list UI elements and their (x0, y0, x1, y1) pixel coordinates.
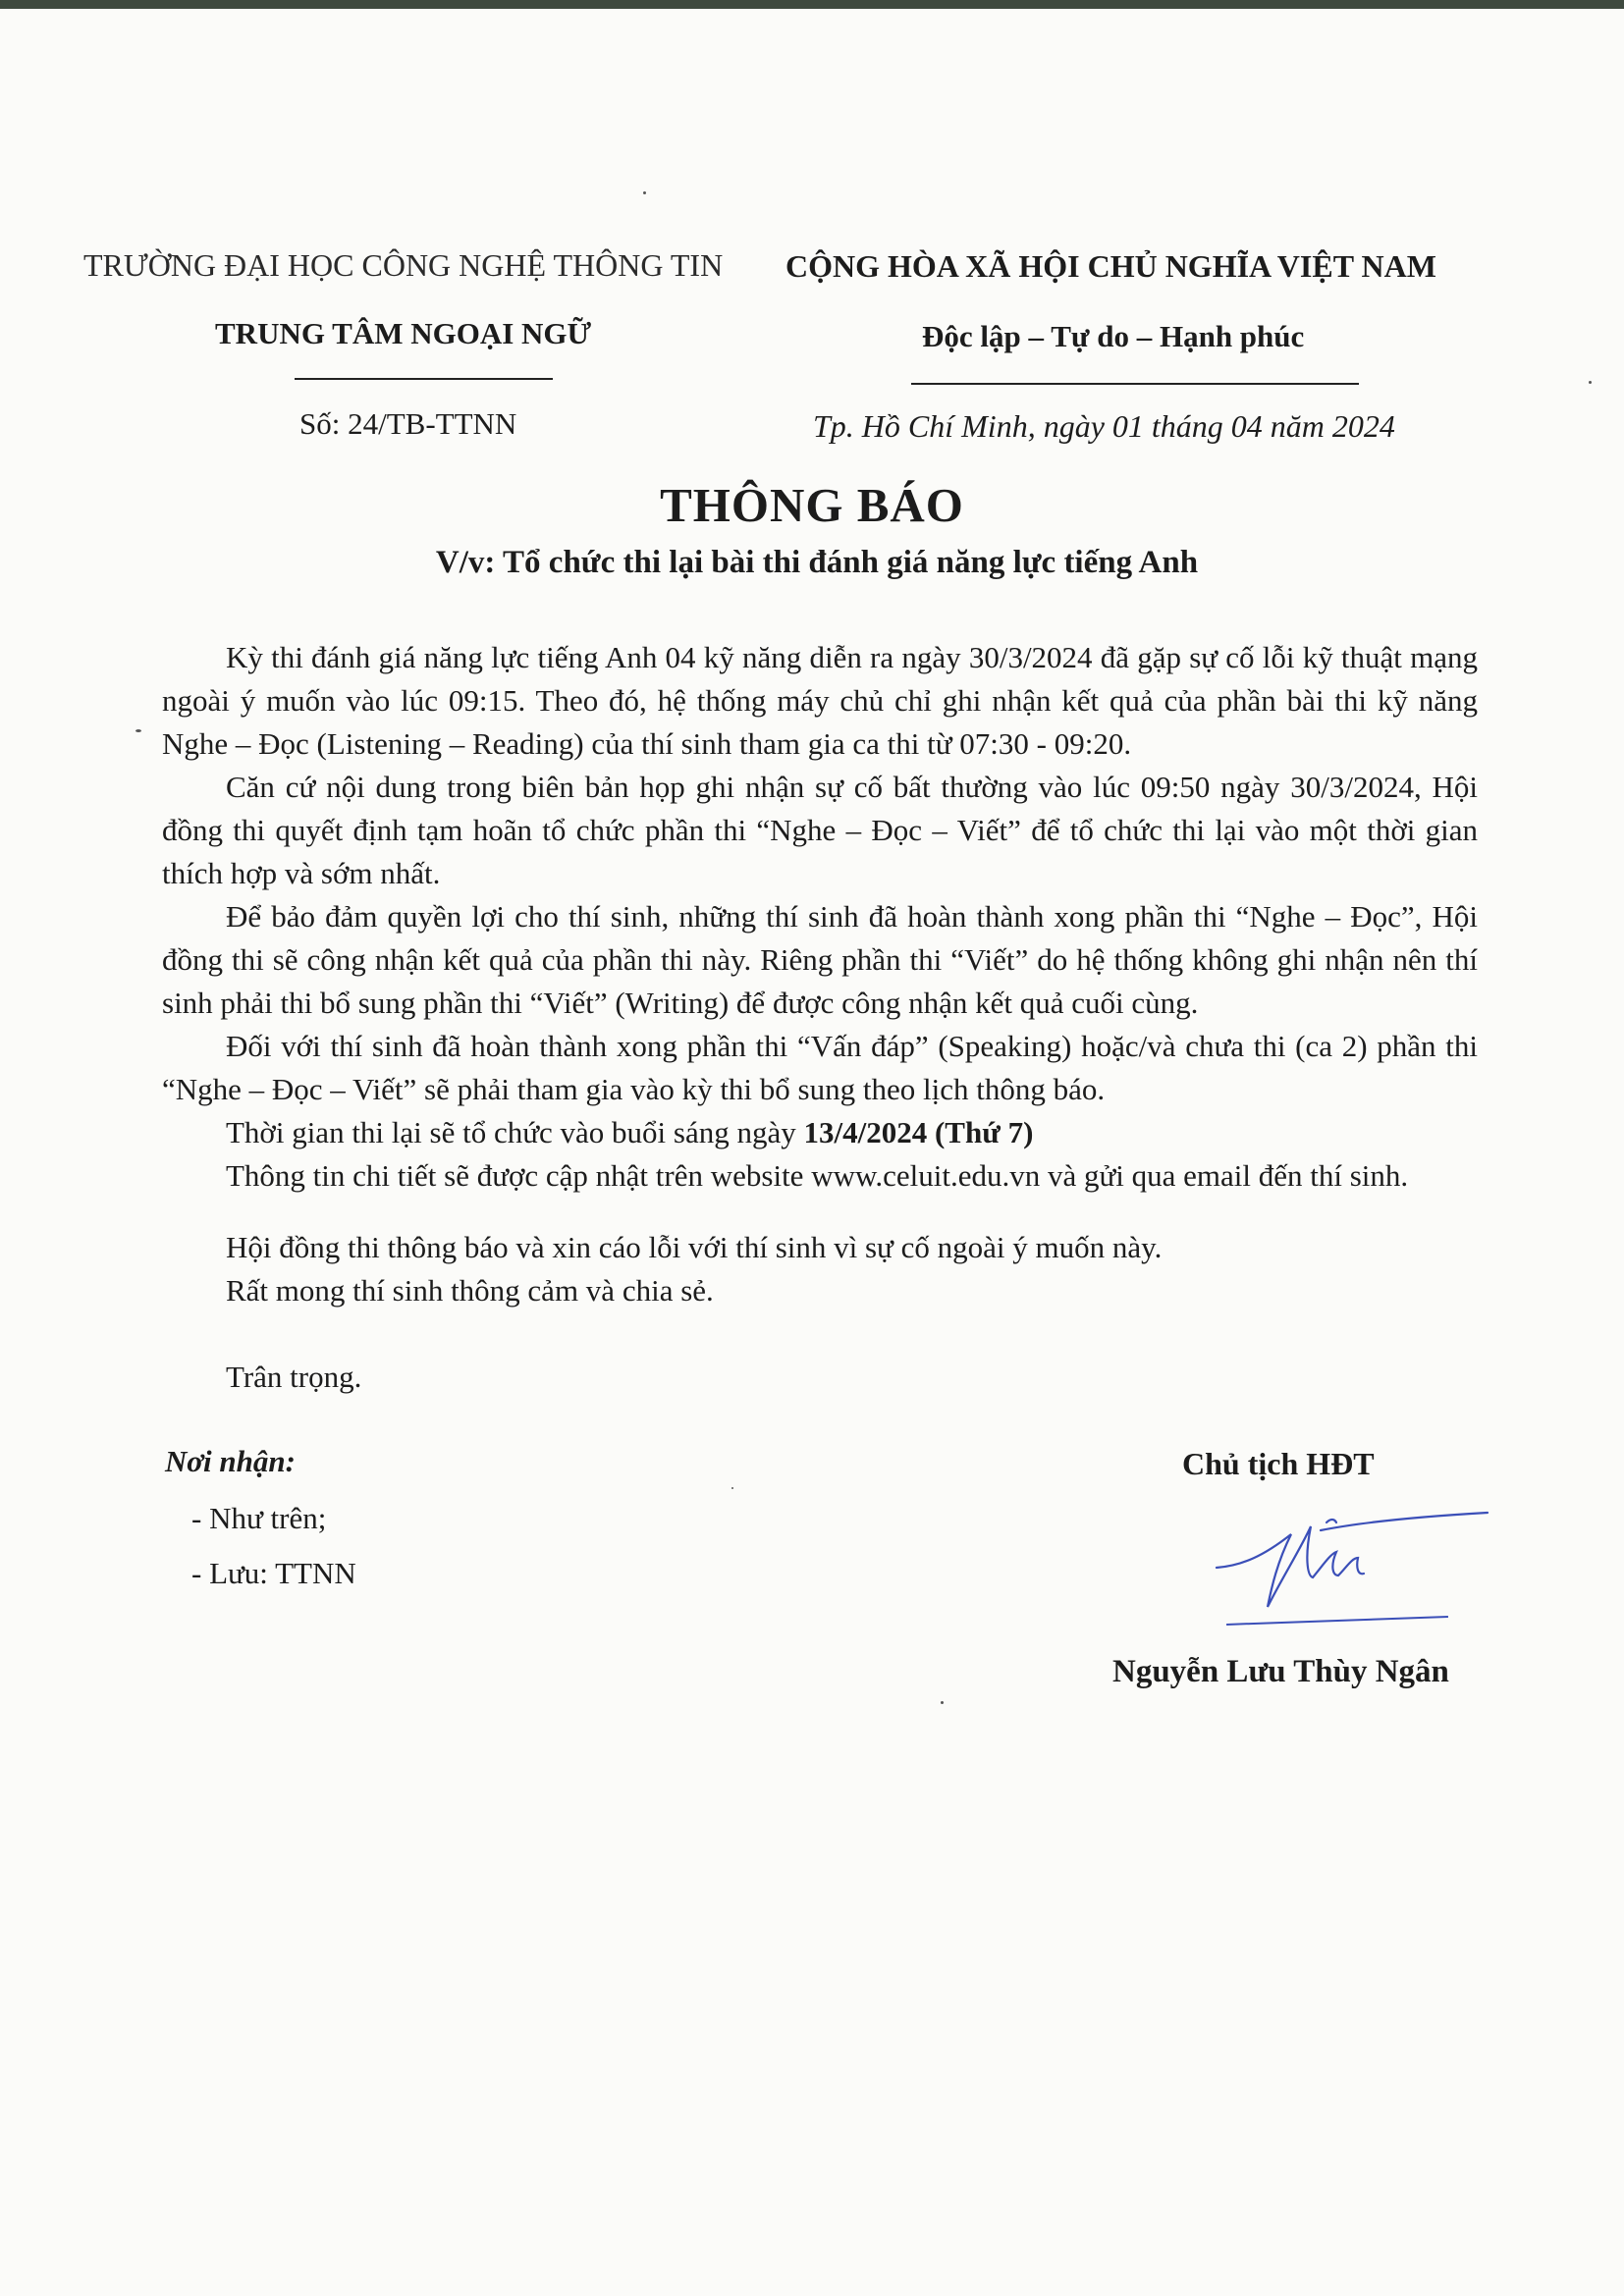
paragraph-website-info: Thông tin chi tiết sẽ được cập nhật trên website www.celuit.edu.vn và gửi qua email đến thí sinh. (226, 1158, 1409, 1193)
document-title: THÔNG BÁO (660, 478, 964, 532)
place-date: Tp. Hồ Chí Minh, ngày 01 tháng 04 năm 2024 (813, 408, 1395, 444)
doc-number: Số: 24/TB-TTNN (299, 406, 517, 441)
org-name: TRƯỜNG ĐẠI HỌC CÔNG NGHỆ THÔNG TIN (83, 247, 724, 283)
scan-speck (1589, 381, 1592, 384)
scan-speck (135, 729, 141, 732)
scan-speck (731, 1487, 733, 1489)
closing-line: Trân trọng. (226, 1360, 362, 1394)
nation-title: CỘNG HÒA XÃ HỘI CHỦ NGHĨA VIỆT NAM (785, 248, 1436, 284)
sympathy-line: Rất mong thí sinh thông cảm và chia sẻ. (226, 1273, 714, 1308)
paragraph-affected: Đối với thí sinh đã hoàn thành xong phần thi “Vấn đáp” (Speaking) hoặc/và chưa thi (ca 2) phần thi “Nghe – Đọc – Viết” sẽ phải tham gia vào kỳ thi bổ sung theo lịch thông báo. (162, 1029, 1478, 1106)
apology-line: Hội đồng thi thông báo và xin cáo lỗi với thí sinh vì sự cố ngoài ý muốn này. (226, 1230, 1163, 1264)
signer-title: Chủ tịch HĐT (1182, 1446, 1375, 1481)
document-subject: V/v: Tổ chức thi lại bài thi đánh giá năng lực tiếng Anh (435, 545, 1199, 580)
retest-date: 13/4/2024 (Thứ 7) (803, 1115, 1034, 1149)
paragraph-rights: Để bảo đảm quyền lợi cho thí sinh, những thí sinh đã hoàn thành xong phần thi “Nghe – Đọc”, Hội đồng thi sẽ công nhận kết quả của phần thi này. Riêng phần thi “Viết” do hệ thống không ghi nhận nên thí sinh phải thi bổ sung phần thi “Viết” (Writing) để được công nhận kết quả cuối cùng. (162, 899, 1478, 1020)
org-unit: TRUNG TÂM NGOẠI NGỮ (215, 316, 592, 350)
recipients-label: Nơi nhận: (165, 1444, 296, 1478)
signature-text: Ngân (1203, 1615, 1224, 1625)
paragraph-decision: Căn cứ nội dung trong biên bản họp ghi nhận sự cố bất thường vào lúc 09:50 ngày 30/3/2024, Hội đồng thi quyết định tạm hoãn tổ chức phần thi “Nghe – Đọc – Viết” để tổ chức thi lại vào một thời gian thích hợp và sớm nhất. (162, 770, 1478, 890)
recipient-item: - Như trên; (191, 1501, 327, 1535)
signer-name: Nguyễn Lưu Thùy Ngân (1112, 1654, 1449, 1689)
scan-speck (643, 191, 646, 194)
retest-date-prefix: Thời gian thi lại sẽ tổ chức vào buổi sáng ngày (226, 1115, 804, 1149)
handwritten-signature (1203, 1497, 1517, 1625)
paragraph-incident: Kỳ thi đánh giá năng lực tiếng Anh 04 kỹ năng diễn ra ngày 30/3/2024 đã gặp sự cố lỗi kỹ thuật mạng ngoài ý muốn vào lúc 09:15. Theo đó, hệ thống máy chủ chỉ ghi nhận kết quả của phần bài thi kỹ năng Nghe – Đọc (Listening – Reading) của thí sinh tham gia ca thi từ 07:30 - 09:20. (162, 640, 1478, 761)
recipient-item: - Lưu: TTNN (191, 1556, 356, 1590)
scan-edge (0, 0, 1624, 9)
notice-body (162, 636, 1478, 1198)
scan-speck (941, 1701, 944, 1704)
org-underline (295, 378, 553, 380)
national-motto: Độc lập – Tự do – Hạnh phúc (922, 319, 1305, 353)
paragraph-retest-date (162, 1111, 1478, 1154)
motto-underline (911, 383, 1359, 385)
